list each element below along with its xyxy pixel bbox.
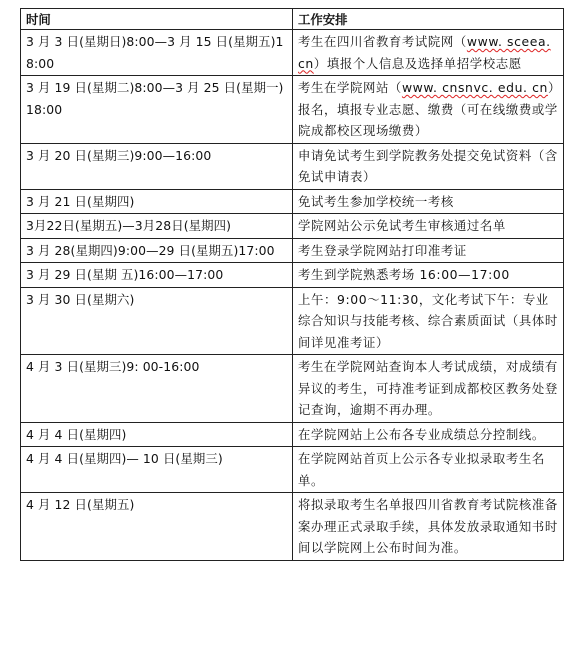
row-task: 考生在学院网站查询本人考试成绩，对成绩有异议的考生，可持准考证到成都校区教务处登记查询，逾期不再办理。	[293, 355, 564, 423]
row-task: 在学院网站上公布各专业成绩总分控制线。	[293, 422, 564, 447]
row-time: 4 月 12 日(星期五)	[21, 493, 293, 561]
table-row	[21, 143, 564, 189]
row-task	[293, 30, 564, 76]
table-row	[21, 189, 564, 214]
row-time: 3 月 3 日(星期日)8:00—3 月 15 日(星期五)18:00	[21, 30, 293, 76]
row-task: 将拟录取考生名单报四川省教育考试院核准备案办理正式录取手续，具体发放录取通知书时间以学院网上公布时间为准。	[293, 493, 564, 561]
website-link[interactable]: www. sceea. cn	[298, 34, 551, 71]
row-task: 考生登录学院网站打印准考证	[293, 238, 564, 263]
header-task: 工作安排	[293, 9, 564, 30]
table-row	[21, 76, 564, 144]
row-task: 免试考生参加学校统一考核	[293, 189, 564, 214]
row-time: 4 月 3 日(星期三)9: 00-16:00	[21, 355, 293, 423]
table-row	[21, 493, 564, 561]
row-task: 申请免试考生到学院教务处提交免试资料（含免试申请表）	[293, 143, 564, 189]
header-time: 时间	[21, 9, 293, 30]
row-time: 3 月 20 日(星期三)9:00—16:00	[21, 143, 293, 189]
task-text: 考生在学院网站（	[298, 80, 402, 95]
table-row	[21, 263, 564, 288]
table-row	[21, 30, 564, 76]
row-time: 3 月 30 日(星期六)	[21, 287, 293, 355]
table-row	[21, 355, 564, 423]
table-row	[21, 287, 564, 355]
task-text: ）填报个人信息及选择单招学校志愿	[313, 55, 522, 71]
row-time: 3 月 29 日(星期 五)16:00—17:00	[21, 263, 293, 288]
row-time: 3 月 28(星期四)9:00—29 日(星期五)17:00	[21, 238, 293, 263]
row-time: 4 月 4 日(星期四)— 10 日(星期三)	[21, 447, 293, 493]
row-time: 3月22日(星期五)—3月28日(星期四)	[21, 214, 293, 239]
row-time: 3 月 21 日(星期四)	[21, 189, 293, 214]
row-task	[293, 76, 564, 144]
row-task: 考生到学院熟悉考场 16:00—17:00	[293, 263, 564, 288]
table-row	[21, 422, 564, 447]
row-task: 上午：9:00～11:30，文化考试下午：专业综合知识与技能考核、综合素质面试（具体时间详见准考证）	[293, 287, 564, 355]
task-text: ）报名，填报专业志愿、缴费（可在线缴费或学院成都校区现场缴费）	[298, 80, 558, 138]
table-header-row	[21, 9, 564, 30]
table-row	[21, 214, 564, 239]
row-task: 学院网站公示免试考生审核通过名单	[293, 214, 564, 239]
task-text: 考生在四川省教育考试院网（	[298, 34, 467, 49]
row-task: 在学院网站首页上公示各专业拟录取考生名单。	[293, 447, 564, 493]
schedule-table	[20, 8, 564, 561]
table-row	[21, 447, 564, 493]
website-link[interactable]: www. cnsnvc. edu. cn	[401, 80, 548, 95]
row-time: 3 月 19 日(星期二)8:00—3 月 25 日(星期一) 18:00	[21, 76, 293, 144]
table-row	[21, 238, 564, 263]
row-time: 4 月 4 日(星期四)	[21, 422, 293, 447]
